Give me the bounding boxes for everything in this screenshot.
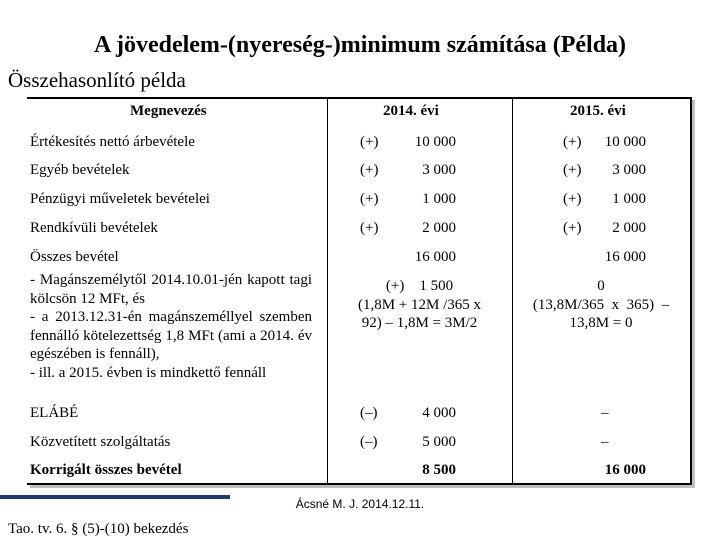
loan-note: [30, 271, 312, 382]
row-label: Közvetített szolgáltatás: [30, 434, 171, 450]
page-subtitle: Összehasonlító példa: [8, 68, 186, 92]
row-value-2014: 4 000: [422, 405, 456, 421]
row-value-2015: –: [601, 434, 609, 450]
note-line: - a 2013.12.31-én magánszeméllyel szemben fennálló kötelezettség 1,8 MFt (ami a 2014. év egészében is fennáll),: [30, 309, 312, 362]
row-label: Összes bevétel: [30, 249, 119, 265]
row-value-2014: 10 000: [414, 134, 456, 150]
row-value-2014: 16 000: [414, 249, 456, 265]
row-sign-2015: (+): [563, 220, 582, 236]
row-sign-2014: (+): [360, 134, 379, 150]
note-2015-value: 0 (13,8M/365 x 365) – 13,8M = 0: [532, 278, 670, 331]
row-value-2015: 1 000: [612, 191, 646, 207]
row-sign-2014: (+): [360, 191, 379, 207]
row-sign-2014: (–): [360, 434, 378, 450]
note-line: - ill. a 2015. évben is mindkettő fennáll: [30, 364, 267, 381]
law-reference: Tao. tv. 6. § (5)-(10) bekezdés: [8, 521, 189, 537]
row-value-2015: 2 000: [612, 220, 646, 236]
row-label: Rendkívüli bevételek: [30, 220, 158, 236]
row-value-2015: 10 000: [604, 134, 646, 150]
row-label: ELÁBÉ: [30, 405, 79, 421]
row-sign-2015: (+): [563, 162, 582, 178]
footer-accent-bar: [0, 495, 230, 499]
row-value-2014: 1 000: [422, 191, 456, 207]
row-value-2014: 5 000: [422, 434, 456, 450]
total-2014: 8 500: [422, 462, 456, 478]
row-value-2014: 3 000: [422, 162, 456, 178]
author-credit: Ácsné M. J. 2014.12.11.: [295, 497, 425, 511]
row-sign-2015: (+): [563, 134, 582, 150]
row-sign-2014: (+): [360, 162, 379, 178]
row-sign-2014: (–): [360, 405, 378, 421]
row-value-2015: –: [601, 405, 609, 421]
row-label: Egyéb bevételek: [30, 162, 130, 178]
header-2015: 2015. évi: [570, 103, 626, 119]
header-2014: 2014. évi: [383, 103, 439, 119]
total-label: Korrigált összes bevétel: [30, 462, 182, 478]
row-sign-2015: (+): [563, 191, 582, 207]
header-name: Megnevezés: [130, 103, 207, 119]
note-line: - Magánszemélytől 2014.10.01-jén kapott tagi kölcsön 12 MFt, és: [30, 272, 312, 307]
row-label: Pénzügyi műveletek bevételei: [30, 191, 210, 207]
total-2015: 16 000: [604, 462, 646, 478]
page-title: A jövedelem-(nyereség-)minimum számítása (Példa): [93, 32, 627, 58]
row-label: Értékesítés nettó árbevétele: [30, 134, 195, 150]
row-sign-2014: (+): [360, 220, 379, 236]
row-value-2015: 3 000: [612, 162, 646, 178]
note-2014-value: (+) 1 500 (1,8M + 12M /365 x 92) – 1,8M = 3M/2: [357, 278, 482, 331]
row-value-2014: 2 000: [422, 220, 456, 236]
row-value-2015: 16 000: [604, 249, 646, 265]
